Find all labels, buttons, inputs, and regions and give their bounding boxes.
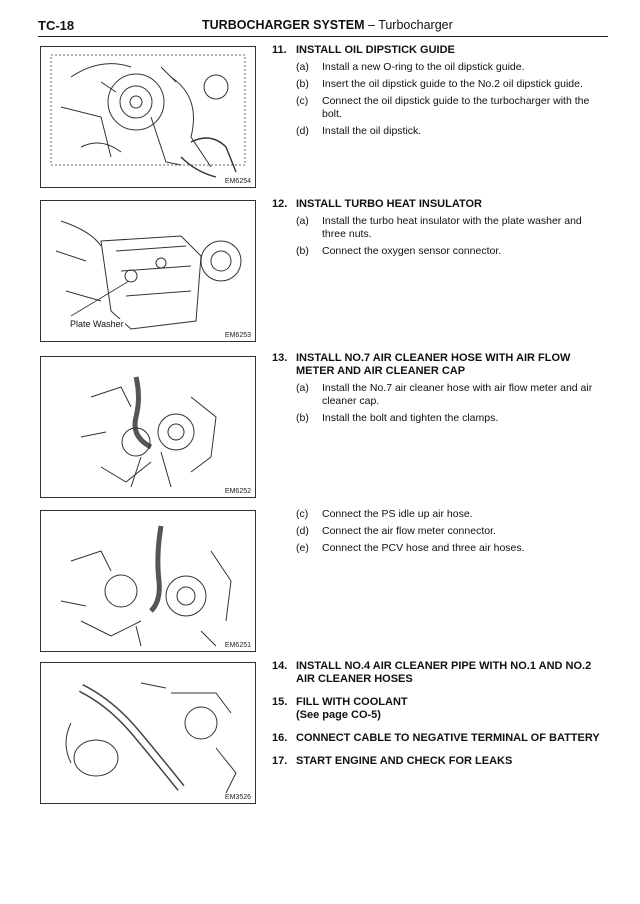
illustration-air-cleaner-pipe (41, 663, 255, 803)
step-13 (272, 352, 602, 429)
step-15-subtitle: (See page CO-5) (296, 709, 381, 721)
steps-14-17 (272, 660, 602, 772)
substep: (a) Install the No.7 air cleaner hose with air flow meter and air cleaner cap. (296, 382, 593, 407)
step-17-title: 17. START ENGINE AND CHECK FOR LEAKS (272, 755, 513, 767)
substep: (d) Connect the air flow meter connector. (296, 525, 496, 537)
substep: (b) Install the bolt and tighten the clamps. (296, 412, 499, 424)
illustration-air-hoses (41, 511, 255, 651)
step-16-title: 16. CONNECT CABLE TO NEGATIVE TERMINAL OF BATTERY (272, 732, 600, 744)
illustration-air-cleaner-hose (41, 357, 255, 497)
figure-air-cleaner-hose (40, 356, 256, 498)
figure-code: EM3526 (224, 794, 251, 801)
illustration-dipstick-guide (41, 47, 255, 187)
figure-heat-insulator (40, 200, 256, 342)
substep: (a) Install a new O-ring to the oil dipstick guide. (296, 61, 525, 73)
section-title-rest: – Turbocharger (364, 18, 453, 32)
step-11 (272, 44, 602, 142)
substep: (c) Connect the oil dipstick guide to the turbocharger with the bolt. (296, 95, 590, 120)
step-12 (272, 198, 602, 262)
substep: (c) Connect the PS idle up air hose. (296, 508, 473, 520)
page-header (38, 16, 608, 37)
substep: (d) Install the oil dipstick. (296, 125, 422, 137)
figure-code: EM6251 (224, 642, 251, 649)
figure-code: EM6253 (224, 332, 251, 339)
figure-air-cleaner-pipe (40, 662, 256, 804)
step-title: 11. INSTALL OIL DIPSTICK GUIDE (272, 44, 455, 56)
substep: (b) Connect the oxygen sensor connector. (296, 245, 502, 257)
step-13-continued (272, 508, 602, 559)
figure-code: EM6254 (224, 178, 251, 185)
substep: (a) Install the turbo heat insulator with the plate washer and three nuts. (296, 215, 582, 240)
substep: (e) Connect the PCV hose and three air hoses. (296, 542, 525, 554)
substep: (b) Insert the oil dipstick guide to the No.2 oil dipstick guide. (296, 78, 583, 90)
section-title (202, 18, 453, 32)
figure-dipstick-guide (40, 46, 256, 188)
step-title: 12. INSTALL TURBO HEAT INSULATOR (272, 198, 482, 210)
page-number: TC-18 (38, 18, 75, 33)
figure-air-hoses (40, 510, 256, 652)
step-15-title: 15. FILL WITH COOLANT (272, 696, 408, 708)
step-14-title: 14. INSTALL NO.4 AIR CLEANER PIPE WITH NO.1 AND NO.2 AIR CLEANER HOSES (272, 660, 592, 685)
step-title: 13. INSTALL NO.7 AIR CLEANER HOSE WITH AIR FLOW METER AND AIR CLEANER CAP (272, 352, 571, 377)
section-title-bold: TURBOCHARGER SYSTEM (202, 18, 365, 32)
figure-code: EM6252 (224, 488, 251, 495)
figure-label-plate-washer: Plate Washer (70, 319, 124, 329)
